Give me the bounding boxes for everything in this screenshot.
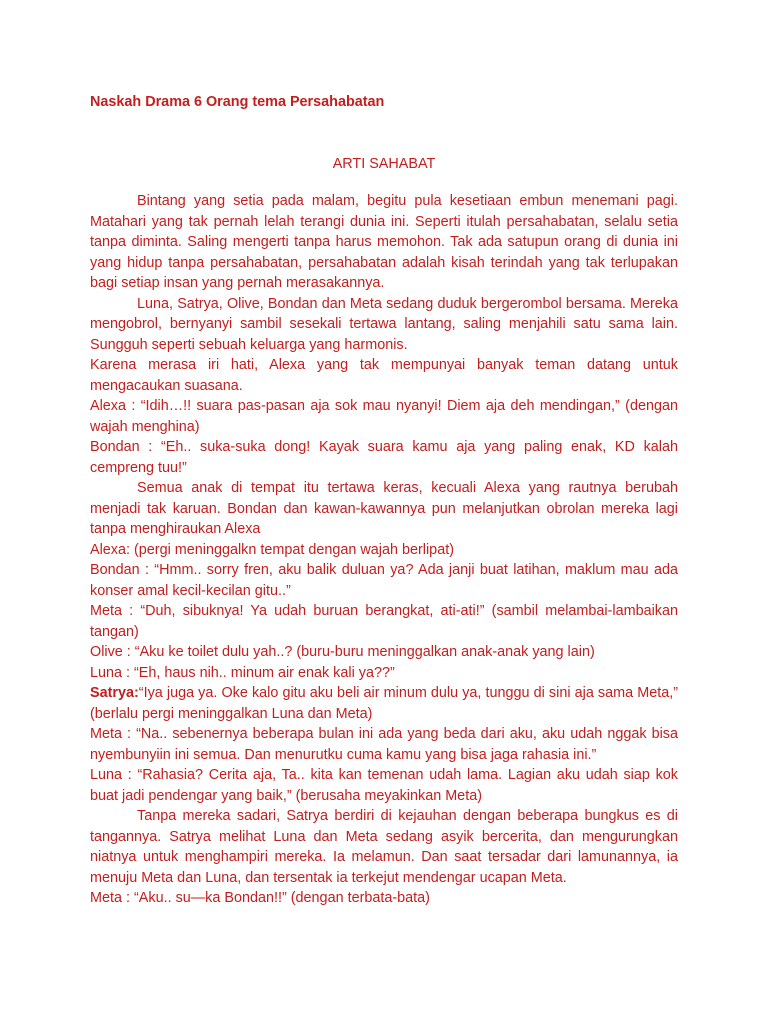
narration-paragraph-3: Karena merasa iri hati, Alexa yang tak mempunyai banyak teman datang untuk mengacaukan suasana. <box>90 357 678 394</box>
drama-title: ARTI SAHABAT <box>332 155 436 172</box>
dialogue-line-alexa-2: Alexa: (pergi meninggalkn tempat dengan wajah berlipat) <box>90 541 454 558</box>
speaker-satrya: Satrya: <box>90 685 139 701</box>
script-page <box>90 92 678 909</box>
dialogue-line-alexa-1: Alexa : “Idih…!! suara pas-pasan aja sok mau nyanyi! Diem aja deh mendingan,” (dengan wajah menghina) <box>90 398 678 435</box>
dialogue-line-meta-1: Meta : “Duh, sibuknya! Ya udah buruan berangkat, ati-ati!” (sambil melambai-lambaikan tangan) <box>90 603 678 640</box>
dialogue-line-bondan-1: Bondan : “Eh.. suka-suka dong! Kayak suara kamu aja yang paling enak, KD kalah cempreng tuu!” <box>90 439 678 476</box>
dialogue-line-satrya-1 <box>90 683 678 724</box>
narration-paragraph-2: Luna, Satrya, Olive, Bondan dan Meta sedang duduk bergerombol bersama. Mereka mengobrol, bernyanyi sambil sesekali tertawa lantang, saling menjahili satu sama lain. Sungguh seperti sebuah keluarga yang harmonis. <box>90 295 678 353</box>
document-header: Naskah Drama 6 Orang tema Persahabatan <box>90 94 385 110</box>
narration-paragraph-1: Bintang yang setia pada malam, begitu pula kesetiaan embun menemani pagi. Matahari yang tak pernah lelah terangi dunia ini. Seperti itulah persahabatan, selalu setia tanpa diminta. Saling mengerti tanpa harus memohon. Tak ada satupun orang di dunia ini yang hidup tanpa persahabatan, persahabatan adalah kisah terindah yang tak terlupakan bagi setiap insan yang pernah merasakannya. <box>90 193 678 291</box>
dialogue-line-meta-3: Meta : “Aku.. su—ka Bondan!!” (dengan terbata-bata) <box>90 890 430 906</box>
dialogue-line-bondan-2: Bondan : “Hmm.. sorry fren, aku balik duluan ya? Ada janji buat latihan, maklum mau ada konser amal kecil-kecilan gitu..” <box>90 562 678 599</box>
dialogue-text-satrya: “Iya juga ya. Oke kalo gitu aku beli air minum dulu ya, tunggu di sini aja sama Meta,” (berlalu pergi meninggalkan Luna dan Meta) <box>90 685 678 722</box>
dialogue-line-meta-2: Meta : “Na.. sebenernya beberapa bulan ini ada yang beda dari aku, aku udah nggak bisa nyembunyiin ini semua. Dan menurutku cuma kamu yang bisa jaga rahasia ini.” <box>90 726 678 763</box>
narration-paragraph-5: Tanpa mereka sadari, Satrya berdiri di kejauhan dengan beberapa bungkus es di tangannya. Satrya melihat Luna dan Meta sedang asyik bercerita, dan mengurungkan niatnya untuk menghampiri mereka. Ia melamun. Dan saat tersadar dari lamunannya, ia menuju Meta dan Luna, dan tersentak ia terkejut mendengar ucapan Meta. <box>90 808 678 886</box>
narration-paragraph-4: Semua anak di tempat itu tertawa keras, kecuali Alexa yang rautnya berubah menjadi tak karuan. Bondan dan kawan-kawannya pun melanjutkan obrolan mereka lagi tanpa menghiraukan Alexa <box>90 480 678 537</box>
dialogue-line-olive-1: Olive : “Aku ke toilet dulu yah..? (buru-buru meninggalkan anak-anak yang lain) <box>90 644 595 660</box>
dialogue-line-luna-1: Luna : “Eh, haus nih.. minum air enak kali ya??” <box>90 664 395 681</box>
dialogue-line-luna-2: Luna : “Rahasia? Cerita aja, Ta.. kita kan temenan udah lama. Lagian aku udah siap kok buat jadi pendengar yang baik,” (berusaha meyakinkan Meta) <box>90 767 678 804</box>
